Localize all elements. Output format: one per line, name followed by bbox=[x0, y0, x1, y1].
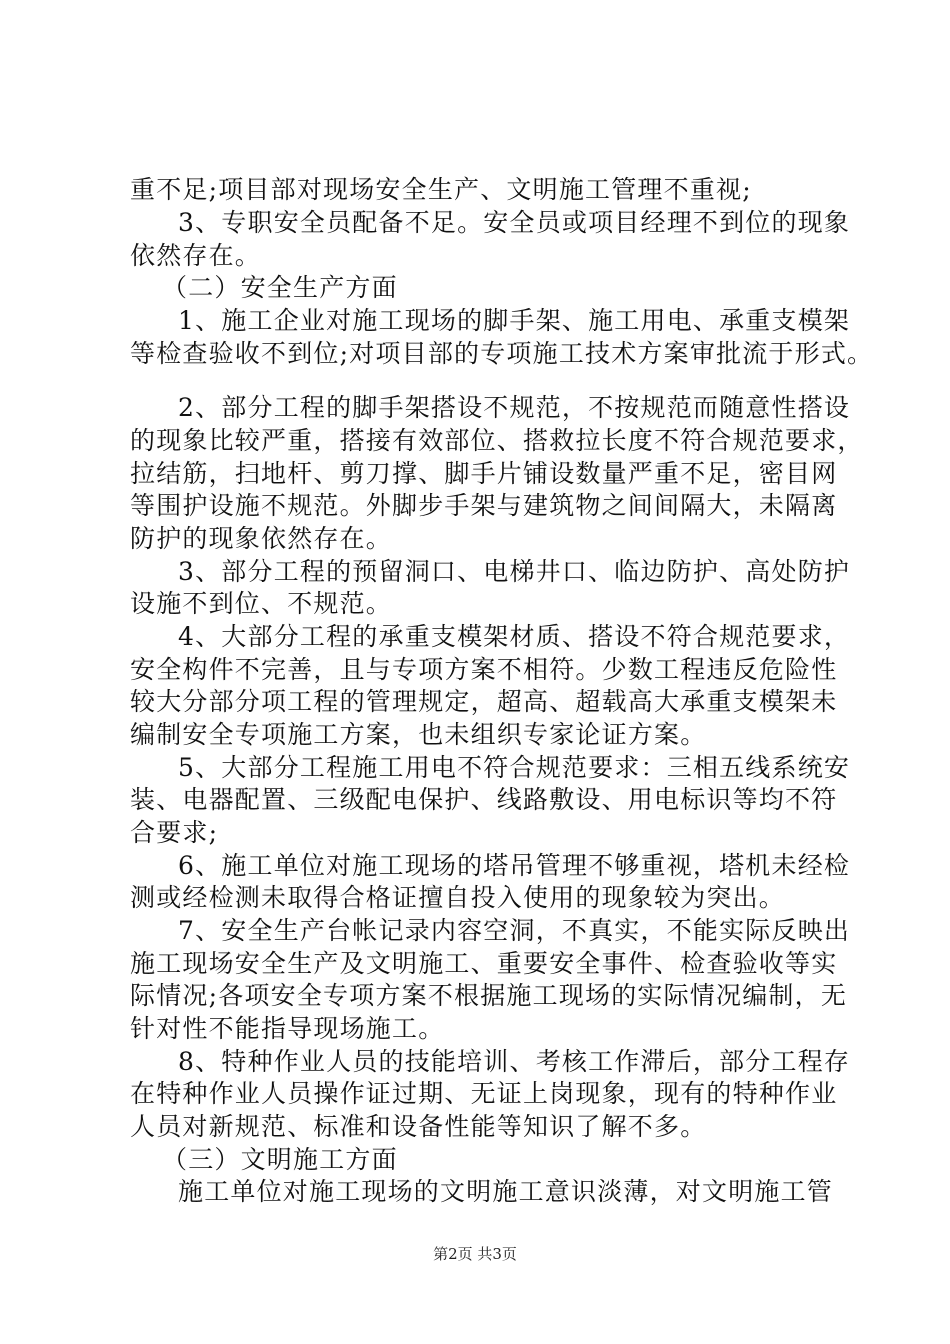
text-line: 针对性不能指导现场施工。 bbox=[130, 1014, 445, 1043]
text-line: 3、专职安全员配备不足。安全员或项目经理不到位的现象 bbox=[178, 208, 851, 237]
text-line: 测或经检测未取得合格证擅自投入使用的现象较为突出。 bbox=[130, 883, 786, 912]
text-line: 2、部分工程的脚手架搭设不规范，不按规范而随意性搭设 bbox=[178, 393, 851, 422]
page-footer: 第2页 共3页 bbox=[433, 1245, 517, 1263]
text-line: 装、电器配置、三级配电保护、线路敷设、用电标识等均不符 bbox=[130, 785, 838, 814]
text-line: 较大分部分项工程的管理规定，超高、超载高大承重支模架未 bbox=[130, 687, 838, 716]
section-heading: （二）安全生产方面 bbox=[162, 273, 398, 302]
text-line: 等检查验收不到位;对项目部的专项施工技术方案审批流于形式。 bbox=[130, 339, 874, 368]
text-line: 施工现场安全生产及文明施工、重要安全事件、检查验收等实 bbox=[130, 949, 838, 978]
text-line: 1、施工企业对施工现场的脚手架、施工用电、承重支模架 bbox=[178, 306, 851, 335]
text-line: 际情况;各项安全专项方案不根据施工现场的实际情况编制，无 bbox=[130, 981, 848, 1010]
text-line: 在特种作业人员操作证过期、无证上岗现象，现有的特种作业 bbox=[130, 1079, 838, 1108]
text-line: 3、部分工程的预留洞口、电梯井口、临边防护、高处防护 bbox=[178, 557, 851, 586]
text-line: 重不足;项目部对现场安全生产、文明施工管理不重视; bbox=[130, 175, 752, 204]
text-line: 4、大部分工程的承重支模架材质、搭设不符合规范要求， bbox=[178, 622, 851, 651]
text-line: 编制安全专项施工方案，也未组织专家论证方案。 bbox=[130, 720, 707, 749]
text-line: 防护的现象依然存在。 bbox=[130, 524, 393, 553]
text-line: 合要求; bbox=[130, 818, 219, 847]
text-line: 的现象比较严重，搭接有效部位、搭救拉长度不符合规范要求， bbox=[130, 426, 864, 455]
text-line: 7、安全生产台帐记录内容空洞，不真实，不能实际反映出 bbox=[178, 916, 851, 945]
text-line: 拉结筋，扫地杆、剪刀撑、脚手片铺设数量严重不足，密目网 bbox=[130, 459, 838, 488]
text-line: 5、大部分工程施工用电不符合规范要求：三相五线系统安 bbox=[178, 753, 851, 782]
text-line: 8、特种作业人员的技能培训、考核工作滞后，部分工程存 bbox=[178, 1047, 851, 1076]
text-line: 等围护设施不规范。外脚步手架与建筑物之间间隔大，未隔离 bbox=[130, 491, 838, 520]
text-line: 设施不到位、不规范。 bbox=[130, 589, 393, 618]
text-line: 6、施工单位对施工现场的塔吊管理不够重视，塔机未经检 bbox=[178, 851, 851, 880]
section-heading: （三）文明施工方面 bbox=[162, 1145, 398, 1174]
text-line: 安全构件不完善，且与专项方案不相符。少数工程违反危险性 bbox=[130, 655, 838, 684]
text-line: 依然存在。 bbox=[130, 241, 262, 270]
text-line: 施工单位对施工现场的文明施工意识淡薄，对文明施工管 bbox=[178, 1177, 834, 1206]
text-line: 人员对新规范、标准和设备性能等知识了解不多。 bbox=[130, 1112, 707, 1141]
